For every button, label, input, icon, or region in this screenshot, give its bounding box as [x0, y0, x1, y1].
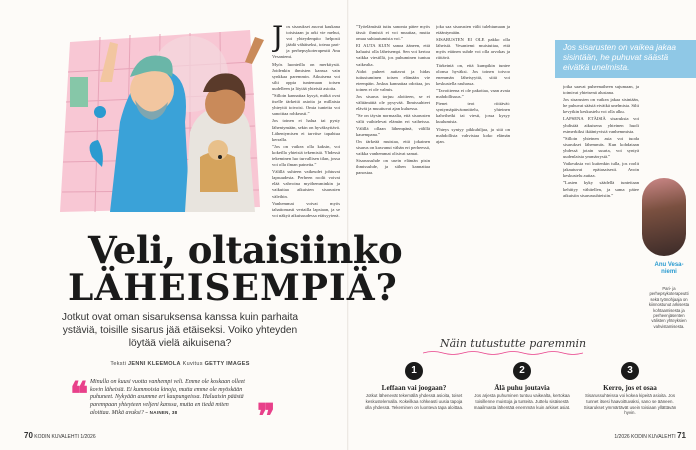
- page-gutter: [347, 0, 349, 450]
- left-folio: 70 KODIN KUVALEHTI 1/2026: [24, 431, 96, 440]
- right-folio: 1/2026 KODIN KUVALEHTI 71: [614, 431, 686, 440]
- author-bio: Pari- ja perhepsykoterapeutti sekä työnohjaaja on kiinnostunut arkisesta kohtaamisesta ja perheenjäsenten välisten yhteyksien vahvistamisesta.: [648, 286, 690, 329]
- tip-number-badge: 1: [405, 362, 423, 380]
- tip-3: [580, 362, 680, 416]
- tip-body: Jotkut lähenevät tekemällä yhdessä asioita, toiset keskustelemalla. Kokeilkaa rohkeasti uusia tapoja olla yhdessä. Tekeminen on luonteva tapa aloittaa.: [364, 393, 464, 410]
- byline: Teksti JENNI KLEEMOLA Kuvitus GETTY IMAGES: [110, 361, 250, 367]
- body-column-4: jotka saavat puheenaiheen sujumaan, ja toimivat yhteisenä alustana. Jos sisarusten on vaikea jakaa sisintään, he puhuvat säästä eivätkä unelmista. Silti kevytkin keskustelu voi olla alku. LAPSENA ETÄISIÄ sisaruksia voi yhdistää aikuisena yhteinen huoli esimerkiksi ikääntyvistä vanhemmista. ”Silloin yhteinen asia voi tuoda sisarukset lähemmäs. Kun kohdataan yhdessä jotain suurta, voi syntyä uudenlaista ymmärrystä.” Vaikeuksia voi kuitenkin tulla, jos roolit jakautuvat epätasaisesti. Avoin keskustelu auttaa. ”Lasten kyky säädellä tunteitaan kehittyy vähitellen, ja sama pätee aikuisiin sisarussuhteisiin.”: [563, 84, 639, 198]
- tips-heading: Näin tutustutte paremmin: [440, 337, 587, 350]
- tip-1: [364, 362, 464, 410]
- body-column-1: J os sisarukset asuvat kaukana toisistaan ja arki vie mehut, voi yhteydenpito helposti jäädä vähäiseksi, toteaa pari- ja perhepsykoterapeutti Anu Vesaniemi. Myös luonteilla on merkitystä. Joidenkin ihmisten kanssa vain synkkaa paremmin. Aikuisena voi silti oppia tuntemaan toisen uudelleen ja löytää yhteisiä asioita. ”Silloin kannattaa kysyä, mitkä ovat itselle tärkeitä asioita ja millaista yhteyttä toivoisi. Omia tunteita voi sanoittaa rohkeasti.” Jos toinen ei halua tai pysty lähentymään, sekin on hyväksyttävä. Lähentymisen ei tarvitse tapahtua kerralla. ”Jos on vaikea olla kaksin, voi kokeilla yhteisiä tekemisiä. Yhdessä tekeminen luo turvallisen tilan, jossa voi olla ilman paineita.” Välillä suhteen vaikeudet johtuvat lapsuudesta. Perheen roolit voivat elää vahvoina myöhemminkin ja vaikuttaa aikuisten sisarusten väleihin. Vanhemmat voivat myös tahattomasti vertailla lapsiaan, ja se voi näkyä aikuisuudessa etäisyytenä.: [272, 24, 340, 218]
- lead-paragraph: Jotkut ovat oman sisaruksensa kanssa kuin parhaita ystäviä, toisille sisarus jää etäiseksi. Voiko yhteyden löytää vielä aikuisena?: [61, 312, 299, 349]
- headline-line-2: LÄHEISEMPIÄ?: [68, 267, 398, 309]
- tip-title: Älä puhu joutavia: [494, 384, 550, 392]
- open-quote-icon: ❝: [70, 375, 89, 415]
- siblings-illustration: [40, 22, 290, 222]
- reader-question: Minulla on kuusi vuotta vanhempi veli. Emme ole koskaan olleet kovin läheisiä. Ei kummoisia kinoja, mutta emme ole myöskään puhuneet. Nykyään asumme eri kaupungeissa. Haluaisin päästä parempaan yhteyteen veljeni kanssa, mutta en tiedä miten aloittaa. Mikä avuksi? – NAINEN, 38: [90, 379, 245, 417]
- headline-line-1: Veli, oltaisiinko: [88, 228, 403, 272]
- tip-body: Sisarussuhteissa voi kokea kipeitä asioita. Jos tunnet itsesi haavoittuvaksi, sano se ääneen. Sisarukset ymmärtävät usein toisiaan yllättävän hyvin.: [583, 393, 677, 416]
- tip-title: Leffaan vai joogaan?: [381, 384, 447, 392]
- tip-number-badge: 2: [513, 362, 531, 380]
- callout-text: Jos sisarusten on vaikea jakaa sisintään, he puhuvat säästä eivätkä unelmista.: [563, 42, 676, 72]
- tip-body: Jos arjesta puhuminen tuntuu vaikealta, kertokaa toisillenne muistoja ja tunteita. Juttelu sisäisestä maailmasta lähentää enemmän kuin arkiset asiat.: [473, 393, 571, 410]
- close-quote-icon: ❞: [257, 397, 276, 437]
- tip-number-badge: 3: [621, 362, 639, 380]
- body-column-2: ”Työelämästä tuttu sanonta pätee myös tässä: ihmistä ei voi muuttaa, mutta omaa suhtautumista voi.” EI AUTA KUIN sanoa ääneen, että haluaisi olla läheisempi. Sen voi kertoa vaikka viestillä, jos puhuminen tuntuu vaikealta. Aidot puheet auttavat ja hidas tuttustuminen toisen elämään vie eteenpäin. Joskus kannattaa odottaa, jos toinen ei ole valmis. Jos sisarus torjuu aloitteen, se ei välttämättä ole pysyvää. Ihmissuhteet elävät ja muuttuvat ajan kuluessa. ”Se on täysin normaalia, että sisarusten välit vaihtelevat elämän eri vaiheissa. Välillä ollaan lähempänä, välillä kauempana.” On tärkeää muistaa, että jokainen sisarus on kasvanut vähän eri perheessä, vaikka vanhemmat olisivat samat. Sisarussuhde on usein elämän pisin ihmissuhde, ja siihen kannattaa panostaa.: [356, 24, 430, 176]
- body-column-3: joka saa sisarusten välit tulehtumaan ja etääntymään. SISARUSTEN EI OLE pakko olla läheisiä. Vesaniemi muistuttaa, että myös etäinen suhde voi olla arvokas ja riittävä. Tärkeintä on, että kumpikin tuntee olonsa hyväksi. Jos toinen toivoo enemmän läheisyyttä, siitä voi keskustella rauhassa. ”Tavoitteena ei ole pakottaa, vaan avata mahdollisuus.” Pienet teot riittävät: syntymäpäiväonnittelu, yhteinen kahvihetki tai viesti, jossa kysyy kuulumisia. Yhteys syntyy pikkuhiljaa, ja sitä on mahdollista vahvistaa koko elämän ajan.: [436, 24, 510, 144]
- tip-title: Kerro, jos et osaa: [603, 384, 657, 392]
- heading-underline: [423, 350, 583, 356]
- tip-2: [472, 362, 572, 410]
- drop-cap: J: [272, 24, 284, 53]
- author-name: Anu Vesa-niemi: [654, 262, 684, 276]
- author-photo: [642, 178, 686, 256]
